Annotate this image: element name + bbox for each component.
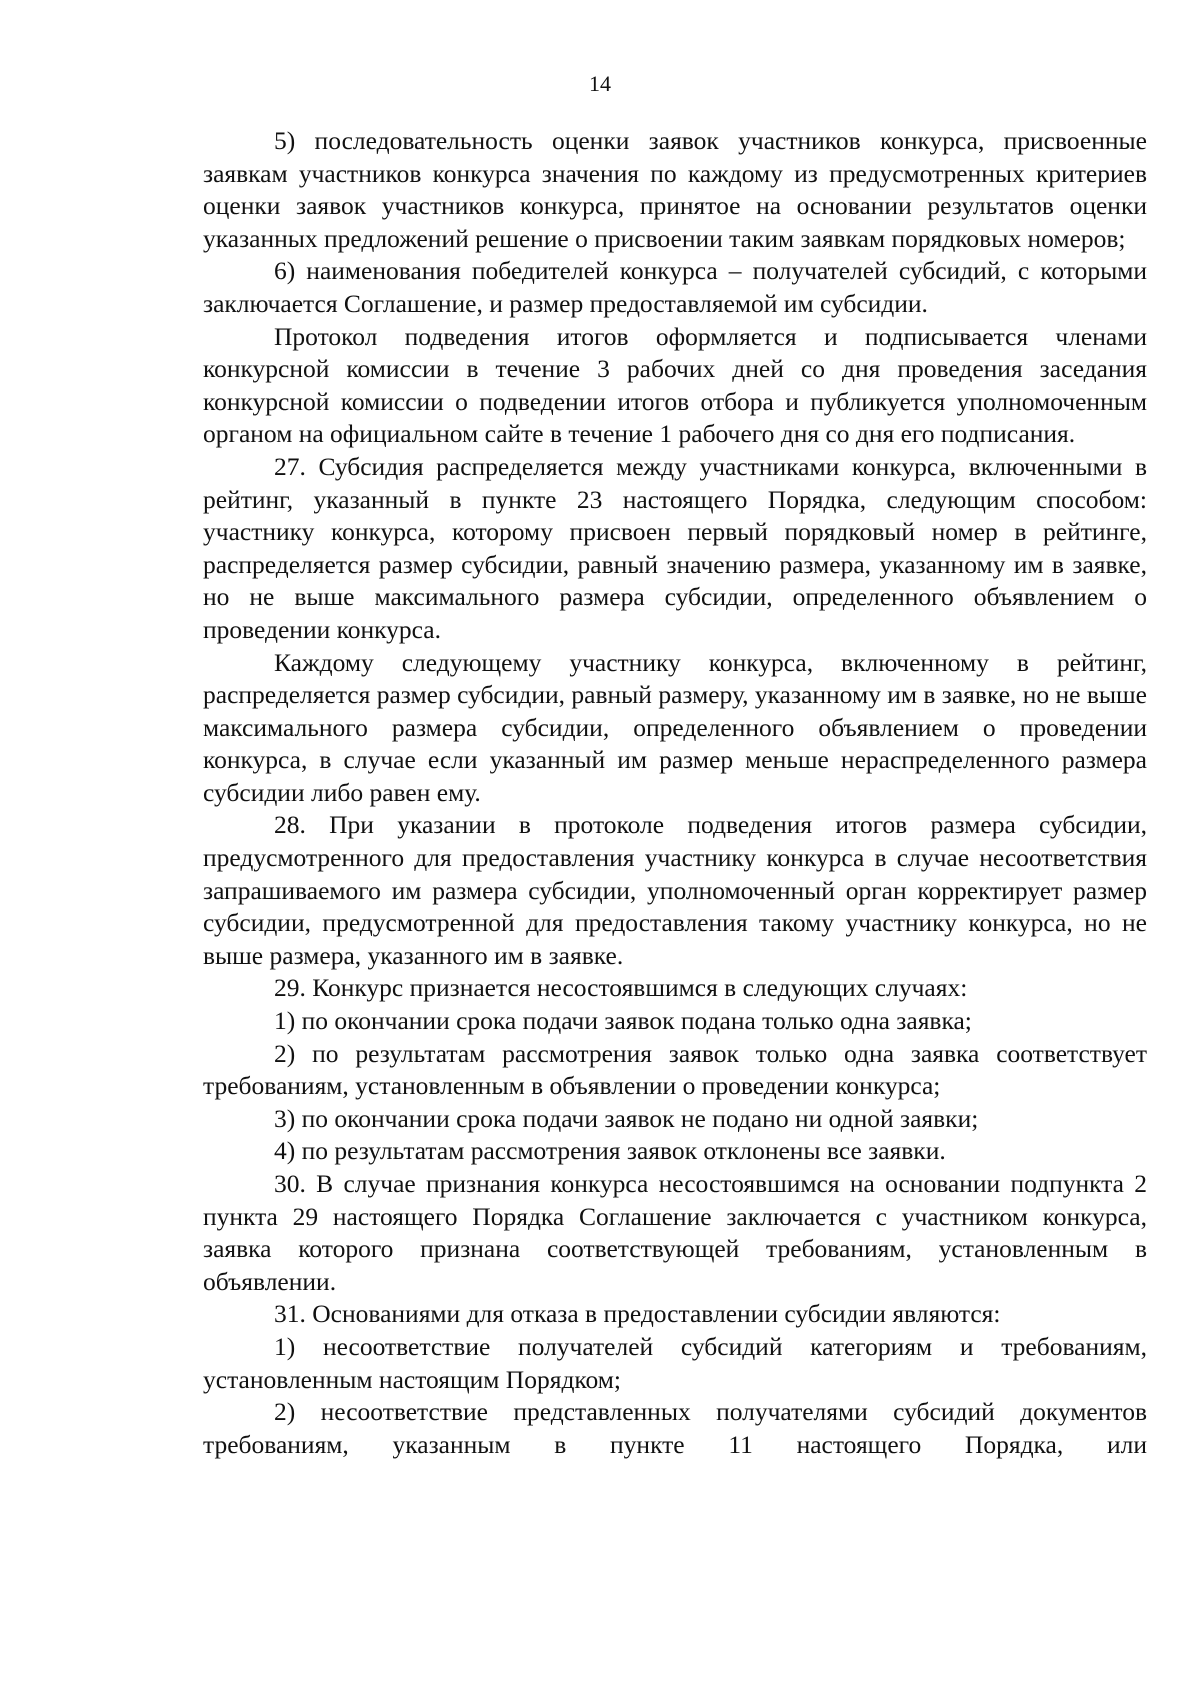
paragraph-subitem-6: 6) наименования победителей конкурса – получателей субсидий, с которыми заключается Соглашение, и размер предоставляемой им субсидии. bbox=[203, 256, 1147, 318]
paragraph-clause-29-item-3: 3) по окончании срока подачи заявок не подано ни одной заявки; bbox=[274, 1103, 979, 1133]
paragraph-clause-31: 31. Основаниями для отказа в предоставлении субсидии являются: bbox=[274, 1299, 1001, 1329]
paragraph-clause-29-item-2: 2) по результатам рассмотрения заявок только одна заявка соответствует требованиям, установленным в объявлении о проведении конкурса; bbox=[203, 1038, 1147, 1101]
paragraph-clause-29-item-1: 1) по окончании срока подачи заявок подана только одна заявка; bbox=[274, 1006, 972, 1036]
paragraph-clause-31-item-1: 1) несоответствие получателей субсидий категориям и требованиям, установленным настоящим Порядком; bbox=[203, 1331, 1147, 1394]
paragraph-clause-27: 27. Субсидия распределяется между участниками конкурса, включенными в рейтинг, указанный в пункте 23 настоящего Порядка, следующим способом: участнику конкурса, которому присвоен первый порядковый номер в рейтинге, распределяется размер субсидии, равный значению размера, указанному им в заявке, но не выше максимального размера субсидии, определенного объявлением о проведении конкурса. bbox=[203, 451, 1147, 644]
paragraph-each-participant: Каждому следующему участнику конкурса, включенному в рейтинг, распределяется размер субсидии, равный размеру, указанному им в заявке, но не выше максимального размера субсидии, определенного объявлением о проведении конкурса, в случае если указанный им размер меньше нераспределенного размера субсидии либо равен ему. bbox=[203, 647, 1147, 807]
paragraph-clause-29: 29. Конкурс признается несостоявшимся в следующих случаях: bbox=[274, 973, 968, 1003]
page-number: 14 bbox=[589, 71, 611, 96]
document-body bbox=[203, 125, 1147, 1461]
paragraph-protocol: Протокол подведения итогов оформляется и подписывается членами конкурсной комиссии в течение 3 рабочих дней со дня проведения заседания конкурсной комиссии о подведении итогов отбора и публикуется уполномоченным органом на официальном сайте в течение 1 рабочего дня со дня его подписания. bbox=[203, 321, 1147, 449]
paragraph-clause-29-item-4: 4) по результатам рассмотрения заявок отклонены все заявки. bbox=[274, 1136, 946, 1166]
paragraph-clause-31-item-2: 2) несоответствие представленных получателями субсидий документов требованиям, указанным в пункте 11 настоящего Порядка, или bbox=[203, 1397, 1147, 1459]
paragraph-subitem-5: 5) последовательность оценки заявок участников конкурса, присвоенные заявкам участников конкурса значения по каждому из предусмотренных критериев оценки заявок участников конкурса, принятое на основании результатов оценки указанных предложений решение о присвоении таким заявкам порядковых номеров; bbox=[203, 126, 1147, 253]
paragraph-clause-28: 28. При указании в протоколе подведения итогов размера субсидии, предусмотренного для предоставления участнику конкурса в случае несоответствия запрашиваемого им размера субсидии, уполномоченный орган корректирует размер субсидии, предусмотренной для предоставления такому участнику конкурса, но не выше размера, указанного им в заявке. bbox=[203, 810, 1147, 970]
paragraph-clause-30: 30. В случае признания конкурса несостоявшимся на основании подпункта 2 пункта 29 настоящего Порядка Соглашение заключается с участником конкурса, заявка которого признана соответствующей требованиям, установленным в объявлении. bbox=[203, 1169, 1147, 1296]
